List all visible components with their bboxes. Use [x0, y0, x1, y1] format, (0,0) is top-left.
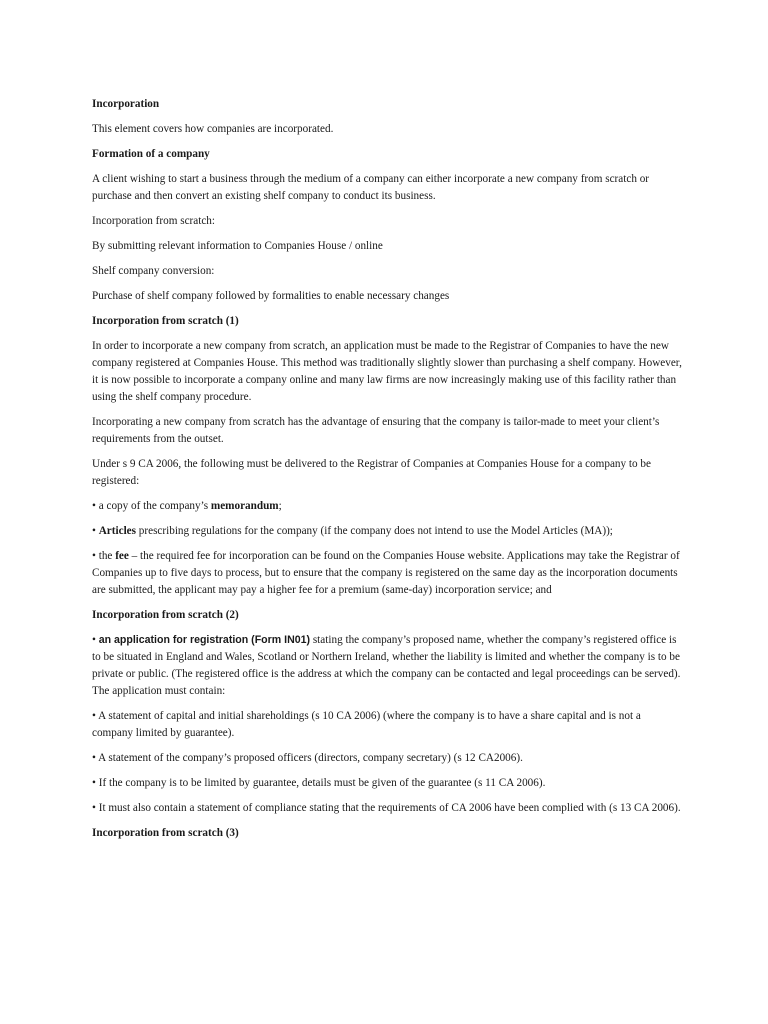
scratch-description: By submitting relevant information to Companies House / online [92, 240, 383, 252]
intro-paragraph: This element covers how companies are incorporated. [92, 123, 334, 135]
bullet-articles [92, 523, 682, 540]
bullet-bold-term: fee [115, 550, 129, 562]
formation-paragraph: A client wishing to start a business through the medium of a company can either incorporate a new company from scratch or purchase and then convert an existing shelf company to conduct its business. [92, 173, 650, 202]
shelf-label: Shelf company conversion: [92, 265, 215, 277]
bullet-compliance: • It must also contain a statement of compliance stating that the requirements of CA 2006 have been complied with (s 13 CA 2006). [92, 802, 681, 814]
bullet-guarantee: • If the company is to be limited by guarantee, details must be given of the guarantee (s 11 CA 2006). [92, 777, 546, 789]
scratch-1-paragraph-2: Incorporating a new company from scratch has the advantage of ensuring that the company is tailor-made to meet your client’s requirements from the outset. [92, 416, 660, 445]
scratch-label: Incorporation from scratch: [92, 215, 216, 227]
bullet-bold-term: an application for registration (Form IN01) [98, 634, 311, 646]
document-page [92, 96, 682, 850]
bullet-officers: • A statement of the company’s proposed officers (directors, company secretary) (s 12 CA2006). [92, 752, 523, 764]
bullet-text: • the [92, 550, 116, 562]
heading-scratch-1: Incorporation from scratch (1) [92, 315, 239, 327]
heading-incorporation: Incorporation [92, 98, 160, 110]
bullet-text: prescribing regulations for the company (if the company does not intend to use the Model Articles (MA)); [136, 525, 613, 537]
scratch-1-paragraph-1: In order to incorporate a new company from scratch, an application must be made to the Registrar of Companies to have the new company registered at Companies House. This method was traditionally slightly slower than purchasing a shelf company. However, it is now possible to incorporate a company online and many law firms are now increasingly making use of this facility rather than using the shelf company procedure. [92, 340, 682, 403]
bullet-application [92, 632, 682, 700]
scratch-1-paragraph-3: Under s 9 CA 2006, the following must be delivered to the Registrar of Companies at Companies House for a company to be registered: [92, 458, 651, 487]
heading-scratch-2: Incorporation from scratch (2) [92, 609, 239, 621]
bullet-text: • [92, 525, 99, 537]
heading-scratch-3: Incorporation from scratch (3) [92, 827, 239, 839]
bullet-memorandum [92, 498, 682, 515]
bullet-text: • a copy of the company’s [92, 500, 211, 512]
bullet-bold-term: Articles [98, 525, 136, 537]
bullet-text: – the required fee for incorporation can be found on the Companies House website. Applications may take the Registrar of Companies up to five days to process, but to ensure that the company is registered on the same day as the incorporation documents are submitted, the applicant may pay a higher fee for a premium (same-day) incorporation service; and [92, 550, 680, 596]
bullet-bold-term: memorandum [210, 500, 279, 512]
shelf-description: Purchase of shelf company followed by formalities to enable necessary changes [92, 290, 450, 302]
bullet-fee [92, 548, 682, 599]
heading-formation: Formation of a company [92, 148, 210, 160]
bullet-text: • [92, 634, 99, 646]
bullet-text: ; [278, 500, 282, 512]
bullet-capital: • A statement of capital and initial shareholdings (s 10 CA 2006) (where the company is to have a share capital and is not a company limited by guarantee). [92, 710, 641, 739]
bullet-text: stating the company’s proposed name, whether the company’s registered office is to be situated in England and Wales, Scotland or Northern Ireland, whether the liability is limited and whether the company is to be private or public. (The registered office is the address at which the company can be contacted and legal proceedings can be served). The application must contain: [92, 634, 681, 697]
